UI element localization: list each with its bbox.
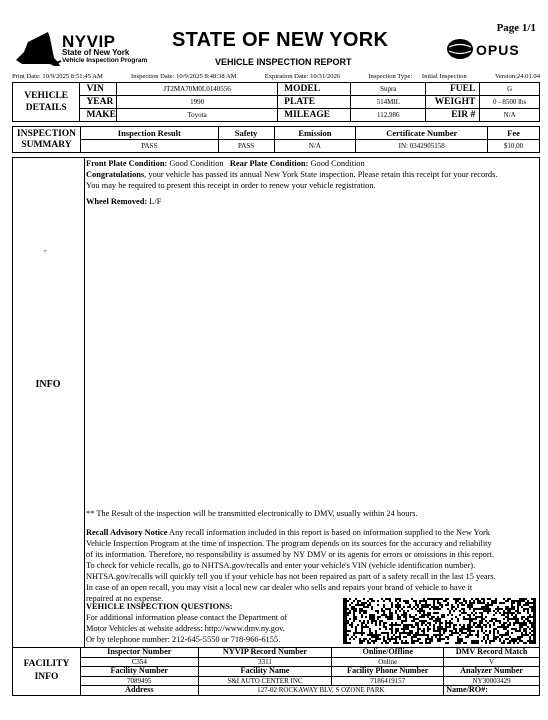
inspection-summary-label: INSPECTION SUMMARY	[13, 127, 81, 153]
make-value: Toyota	[117, 109, 278, 122]
nyvip-logo-text: NYVIP	[62, 32, 116, 51]
info-side-column	[12, 157, 85, 648]
certificate-label: Certificate Number	[356, 127, 488, 140]
plate-value: 514MIL	[351, 96, 426, 109]
online-value: Online	[332, 657, 444, 667]
recall-line-5: NHTSA.gov/recalls will quickly tell you if your vehicle has not been repaired as part of a safety recall in the last 15 years.	[86, 572, 496, 581]
address-label: Address	[80, 686, 198, 696]
questions-line-2: Motor Vehicles at website address: http://www.dmv.ny.gov.	[86, 624, 285, 633]
fee-value: $10.00	[488, 140, 540, 153]
congratulations-line: Congratulations, your vehicle has passed its annual New York State inspection. Please retain this receipt for your records.	[86, 170, 498, 179]
inspector-value: C354	[80, 657, 198, 667]
inspection-date: Inspection Date: 10/9/2025 8:48:38 AM	[131, 73, 237, 80]
questions-line-1: For additional information please contact the Department of	[86, 613, 288, 622]
vehicle-details-table	[12, 82, 540, 122]
safety-label: Safety	[218, 127, 274, 140]
nys-map-icon	[14, 30, 62, 70]
facility-number-label: Facility Number	[80, 667, 198, 677]
facility-name-label: Facility Name	[198, 667, 332, 677]
year-label: YEAR	[80, 96, 117, 109]
fee-label: Fee	[488, 127, 540, 140]
safety-value: PASS	[218, 140, 274, 153]
recall-line-3: of its information. Therefore, no responsibility is assumed by NY DMV or its agents for errors or omissions in this report.	[86, 550, 495, 559]
result-value: PASS	[80, 140, 218, 153]
analyzer-value: NY30003429	[444, 676, 540, 686]
barcode-image	[343, 598, 536, 644]
analyzer-label: Analyzer Number	[444, 667, 540, 677]
address-value: 127-02 ROCKAWAY BLV, S OZONE PARK	[198, 686, 443, 696]
recall-line-4: To check for vehicle recalls, go to NHTSA.gov/recalls and enter your vehicle's VIN (vehicle identification number).	[86, 561, 476, 570]
weight-label: WEIGHT	[426, 96, 480, 109]
report-title: VEHICLE INSPECTION REPORT	[215, 57, 352, 67]
vehicle-details-label: VEHICLE DETAILS	[13, 83, 80, 122]
mileage-value: 112,986	[351, 109, 426, 122]
facility-name-value: S&I AUTO CENTER INC	[198, 676, 332, 686]
nyvip-subtitle-state: State of New York	[62, 48, 130, 57]
transmit-notice: ** The Result of the inspection will be transmitted electronically to DMV, usually within 24 hours.	[86, 509, 418, 518]
online-label: Online/Offline	[332, 648, 444, 658]
plate-label: PLATE	[278, 96, 351, 109]
facility-phone-label: Facility Phone Number	[332, 667, 444, 677]
make-label: MAKE	[80, 109, 117, 122]
nyvip-subtitle-program: Vehicle Inspection Program	[62, 57, 148, 64]
certificate-value: IN: 0342905158	[356, 140, 488, 153]
print-date: Print Date: 10/9/2025 8:51:45 AM	[12, 73, 103, 80]
result-label: Inspection Result	[80, 127, 218, 140]
facility-info-label: FACILITY INFO	[13, 648, 81, 696]
model-value: Supra	[351, 83, 426, 96]
eir-label: EIR #	[426, 109, 480, 122]
opus-globe-icon	[446, 38, 474, 60]
dmv-match-label: DMV Record Match	[444, 648, 540, 658]
fuel-value: G	[480, 83, 540, 96]
inspector-label: Inspector Number	[80, 648, 198, 658]
vin-label: VIN	[80, 83, 117, 96]
questions-line-3: Or by telephone number: 212-645-5550 or 718-966-6155.	[86, 635, 281, 644]
fuel-label: FUEL	[426, 83, 480, 96]
inspection-summary-table	[12, 126, 540, 153]
weight-value: 0 - 8500 lbs	[480, 96, 540, 109]
inspection-type: Inspection Type: Initial Inspection	[368, 73, 467, 80]
record-value: 3311	[198, 657, 332, 667]
recall-line-7: repaired at no expense.	[86, 594, 164, 603]
year-value: 1990	[117, 96, 278, 109]
recall-line-2: Vehicle Inspection Program at the time of inspection. The program depends on its sources for the accuracy and reliability	[86, 539, 492, 548]
info-dot: •	[44, 249, 47, 255]
recall-line-6: In case of an open recall, you may visit a local new car dealer who sells and repairs your brand of vehicle to have it	[86, 583, 473, 592]
facility-info-table	[12, 647, 540, 696]
version: Version:24.01.04	[494, 73, 540, 80]
emission-label: Emission	[274, 127, 356, 140]
expiration-date: Expiration Date: 10/31/2026	[264, 73, 341, 80]
name-ro-label: Name/RO#:	[444, 686, 540, 696]
dates-line	[12, 73, 540, 80]
page-number: Page 1/1	[496, 22, 536, 34]
emission-value: N/A	[274, 140, 356, 153]
plate-condition-line: Front Plate Condition: Good Condition Rear Plate Condition: Good Condition	[86, 159, 365, 168]
present-receipt-line: You may be required to present this receipt in order to renew your vehicle registration.	[86, 181, 376, 190]
opus-logo-text: OPUS	[476, 42, 520, 58]
record-label: NYVIP Record Number	[198, 648, 332, 658]
mileage-label: MILEAGE	[278, 109, 351, 122]
wheel-removed-line: Wheel Removed: L/F	[86, 197, 162, 206]
dmv-match-value: V	[444, 657, 540, 667]
info-label: INFO	[35, 379, 61, 390]
state-title: STATE OF NEW YORK	[172, 29, 389, 51]
facility-phone-value: 7186419157	[332, 676, 444, 686]
model-label: MODEL	[278, 83, 351, 96]
questions-title: VEHICLE INSPECTION QUESTIONS:	[86, 602, 233, 611]
recall-line-1: Recall Advisory Notice Any recall information included in this report is based on information supplied to the New York	[86, 528, 491, 537]
facility-number-value: 7089495	[80, 676, 198, 686]
vin-value: JT2MA70M0L0140556	[117, 83, 278, 96]
eir-value: N/A	[480, 109, 540, 122]
